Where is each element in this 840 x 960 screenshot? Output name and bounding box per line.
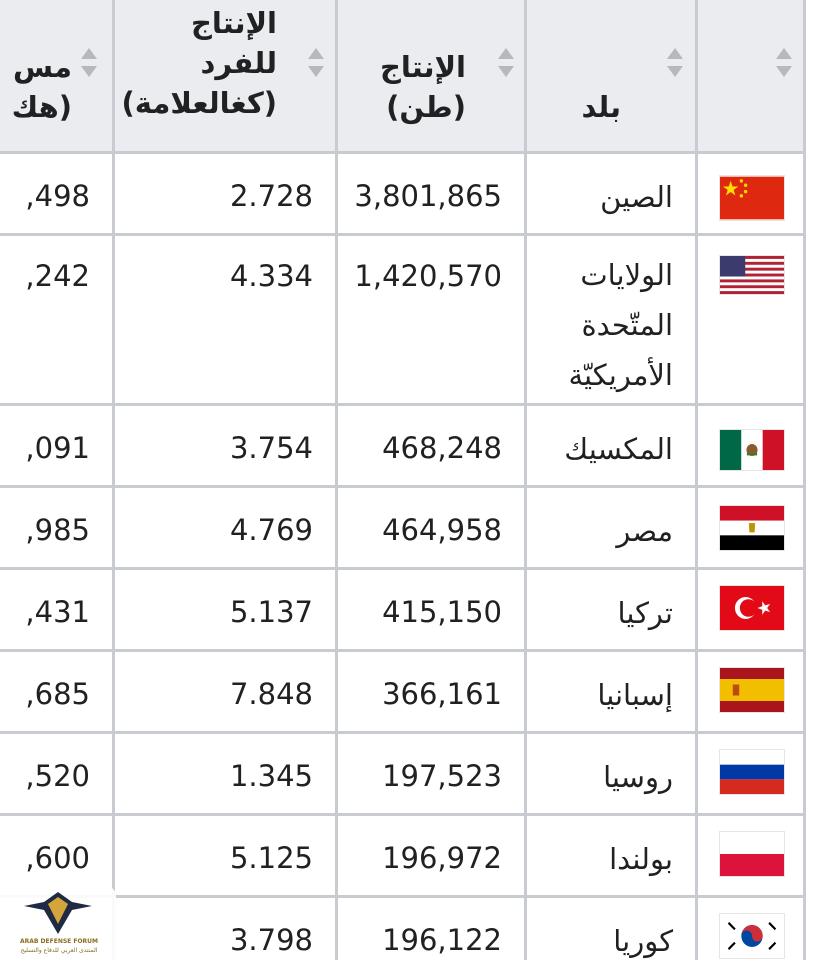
production-cell: [338, 236, 527, 406]
column-header-production[interactable]: [338, 0, 527, 154]
country-cell: [527, 406, 698, 488]
per-capita-cell: [115, 816, 338, 898]
china-flag-icon: [720, 176, 784, 220]
per-capita-value: 4.769: [229, 513, 313, 547]
area-value: ,431: [25, 595, 90, 629]
production-value: 197,523: [382, 759, 502, 793]
area-cell: [0, 734, 115, 816]
country-name: إسبانيا: [597, 678, 673, 712]
per-capita-cell: [115, 406, 338, 488]
per-capita-value: 4.334: [229, 259, 313, 293]
flag-cell: [698, 236, 806, 406]
russia-flag-icon: [720, 750, 784, 794]
area-value: ,498: [25, 179, 90, 213]
per-capita-cell: [115, 898, 338, 960]
flag-cell: [698, 406, 806, 488]
column-header-area[interactable]: [0, 0, 115, 154]
production-value: 196,122: [382, 923, 502, 957]
production-value: 415,150: [382, 595, 502, 629]
column-header-flag[interactable]: [698, 0, 806, 154]
per-capita-value: 2.728: [229, 179, 313, 213]
sort-icon[interactable]: [667, 48, 683, 80]
per-capita-cell: [115, 570, 338, 652]
turkey-flag-icon: [720, 586, 784, 630]
forum-emblem-icon: [22, 888, 94, 938]
flag-cell: [698, 652, 806, 734]
area-value: ,520: [25, 759, 90, 793]
per-capita-value: 5.125: [229, 841, 313, 875]
country-cell: [527, 734, 698, 816]
country-name: روسيا: [603, 760, 673, 794]
country-name: تركيا: [617, 596, 673, 630]
per-capita-value: 7.848: [229, 677, 313, 711]
table-row: [0, 154, 840, 236]
table-row: [0, 406, 840, 488]
flag-cell: [698, 816, 806, 898]
header-country-label: بلد: [581, 90, 621, 124]
country-name: كوريا: [613, 924, 673, 958]
production-cell: [338, 652, 527, 734]
area-value: ,985: [25, 513, 90, 547]
production-value: 464,958: [382, 513, 502, 547]
per-capita-cell: [115, 734, 338, 816]
header-production-label: الإنتاج (طن): [379, 50, 466, 124]
country-name: بولندا: [609, 842, 673, 876]
table-row: [0, 652, 840, 734]
header-per-capita-label: الإنتاج للفرد (كغالعلامة): [121, 6, 277, 120]
area-cell: [0, 154, 115, 236]
column-header-country[interactable]: [527, 0, 698, 154]
production-value: 196,972: [382, 841, 502, 875]
table-row: [0, 488, 840, 570]
production-value: 3,801,865: [354, 179, 502, 213]
area-cell: [0, 236, 115, 406]
flag-cell: [698, 570, 806, 652]
per-capita-value: 3.798: [229, 923, 313, 957]
country-name: المكسيك: [564, 432, 673, 466]
header-area-label: مس (هك: [11, 50, 72, 124]
area-value: ,600: [25, 841, 90, 875]
per-capita-value: 3.754: [229, 431, 313, 465]
usa-flag-icon: [720, 256, 784, 294]
sort-icon[interactable]: [81, 48, 97, 80]
area-cell: [0, 488, 115, 570]
country-cell: [527, 898, 698, 960]
per-capita-cell: [115, 488, 338, 570]
poland-flag-icon: [720, 832, 784, 876]
area-cell: [0, 406, 115, 488]
table-row: [0, 734, 840, 816]
per-capita-value: 1.345: [229, 759, 313, 793]
spain-flag-icon: [720, 668, 784, 712]
production-cell: [338, 570, 527, 652]
sort-icon[interactable]: [498, 48, 514, 80]
area-value: ,242: [25, 259, 90, 293]
per-capita-value: 5.137: [229, 595, 313, 629]
production-cell: [338, 154, 527, 236]
sort-icon[interactable]: [308, 48, 324, 80]
production-cell: [338, 488, 527, 570]
production-cell: [338, 816, 527, 898]
production-cell: [338, 734, 527, 816]
country-cell: [527, 488, 698, 570]
production-value: 1,420,570: [354, 259, 502, 293]
flag-cell: [698, 898, 806, 960]
country-name: الصين: [600, 180, 673, 214]
per-capita-cell: [115, 154, 338, 236]
flag-cell: [698, 488, 806, 570]
country-name: مصر: [616, 514, 673, 548]
egypt-flag-icon: [720, 506, 784, 550]
area-value: ,091: [25, 431, 90, 465]
production-value: 366,161: [382, 677, 502, 711]
production-value: 468,248: [382, 431, 502, 465]
country-cell: [527, 652, 698, 734]
area-cell: [0, 652, 115, 734]
table-row: [0, 236, 840, 406]
forum-watermark-logo: [0, 886, 116, 960]
country-cell: [527, 236, 698, 406]
table-row: [0, 898, 840, 960]
flag-cell: [698, 734, 806, 816]
area-cell: [0, 570, 115, 652]
production-cell: [338, 406, 527, 488]
country-cell: [527, 154, 698, 236]
table-row: [0, 570, 840, 652]
mexico-flag-icon: [720, 430, 784, 470]
per-capita-cell: [115, 236, 338, 406]
sort-icon[interactable]: [776, 48, 792, 80]
country-name: الولايات المتّحدة الأمريكيّة: [568, 258, 673, 392]
table-row: [0, 816, 840, 898]
watermark-subtitle: المنتدى العربي للدفاع والتسليح: [20, 947, 98, 954]
area-value: ,685: [25, 677, 90, 711]
per-capita-cell: [115, 652, 338, 734]
column-header-per-capita[interactable]: [115, 0, 338, 154]
korea-flag-icon: [720, 914, 784, 958]
flag-cell: [698, 154, 806, 236]
watermark-title: ARAB DEFENSE FORUM: [19, 938, 99, 945]
production-cell: [338, 898, 527, 960]
country-cell: [527, 570, 698, 652]
country-cell: [527, 816, 698, 898]
